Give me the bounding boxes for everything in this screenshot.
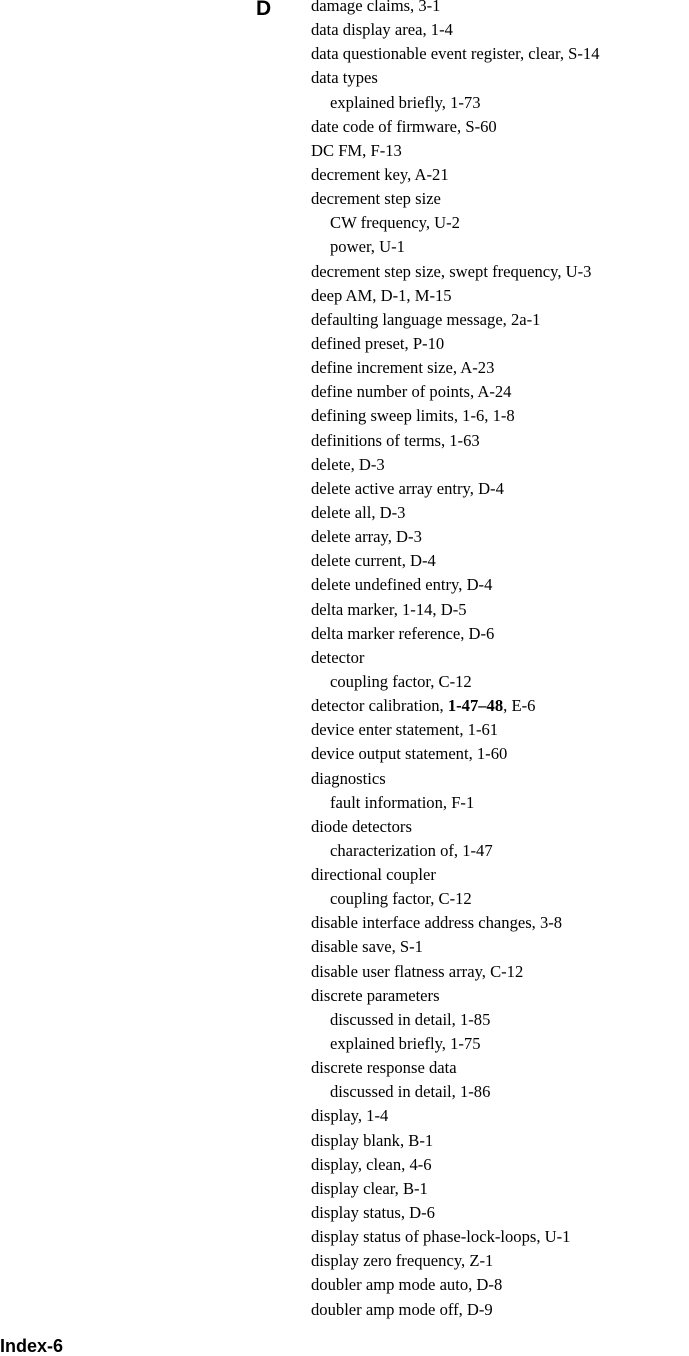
index-entry-segment: discrete response data xyxy=(311,1058,457,1078)
index-entry-segment: data types xyxy=(311,68,378,88)
primary-page-reference: 1-47–48 xyxy=(447,696,504,716)
index-entry-text xyxy=(311,455,385,474)
index-entry-segment: decrement step size xyxy=(311,189,441,209)
index-entry-text xyxy=(311,1106,388,1125)
index-entry-segment: disable interface address changes, 3-8 xyxy=(311,913,563,933)
index-entry-text xyxy=(311,503,405,522)
index-entry-text xyxy=(330,672,472,691)
index-entry-segment: delta marker, 1-14, D-5 xyxy=(311,599,467,619)
index-entry-text xyxy=(330,213,460,232)
index-entry-segment: date code of firmware, S-60 xyxy=(311,116,497,136)
index-entry-segment: coupling factor, C-12 xyxy=(330,889,472,909)
index-entry-segment: display clear, B-1 xyxy=(311,1178,428,1198)
index-entry-segment: delete current, D-4 xyxy=(311,551,436,571)
index-entry-text xyxy=(330,237,405,256)
index-entry-segment: display, 1-4 xyxy=(311,1106,389,1126)
index-entry-text xyxy=(311,406,515,425)
index-entry-text xyxy=(311,286,452,305)
index-entry-segment: delete array, D-3 xyxy=(311,527,422,547)
index-entry-text xyxy=(311,165,449,184)
index-entry-segment: diode detectors xyxy=(311,816,412,836)
index-entry-segment: doubler amp mode off, D-9 xyxy=(311,1299,493,1319)
index-entry-text xyxy=(330,1010,490,1029)
index-entry-segment: defining sweep limits, 1-6, 1-8 xyxy=(311,406,515,426)
index-entry-text xyxy=(311,1203,435,1222)
index-entry-text xyxy=(311,189,441,208)
index-entry-text xyxy=(311,431,480,450)
index-entry-segment: doubler amp mode auto, D-8 xyxy=(311,1275,503,1295)
index-entry-segment: data questionable event register, clear, S-14 xyxy=(311,44,600,64)
index-entry-segment: delete active array entry, D-4 xyxy=(311,478,504,498)
index-entry-text xyxy=(311,1300,493,1319)
index-entry-text xyxy=(330,793,474,812)
index-entry-segment: defaulting language message, 2a-1 xyxy=(311,309,541,329)
index-entry-segment: display blank, B-1 xyxy=(311,1130,434,1150)
index-entry-text xyxy=(311,937,423,956)
index-entry-segment: delete undefined entry, D-4 xyxy=(311,575,493,595)
index-entry-segment: detector xyxy=(311,647,365,667)
index-entry-text xyxy=(311,310,540,329)
index-entry-segment: definitions of terms, 1-63 xyxy=(311,430,480,450)
index-entry-text xyxy=(311,1227,570,1246)
index-entry-segment: DC FM, F-13 xyxy=(311,140,402,160)
index-entry-segment: discussed in detail, 1-85 xyxy=(330,1009,491,1029)
index-entry-segment: discrete parameters xyxy=(311,985,440,1005)
index-entry-text xyxy=(330,841,493,860)
index-entry-text xyxy=(311,962,523,981)
index-entry-text xyxy=(311,479,504,498)
index-entry-segment: explained briefly, 1-73 xyxy=(330,92,481,112)
index-entry-segment: display status, D-6 xyxy=(311,1203,435,1223)
index-entry-text xyxy=(330,889,472,908)
index-entry-text xyxy=(311,44,600,63)
index-entry-text xyxy=(311,696,535,715)
index-entry-segment: deep AM, D-1, M-15 xyxy=(311,285,452,305)
index-entry-text xyxy=(311,913,562,932)
page-footer-label: Index-6 xyxy=(0,1336,64,1356)
index-entry-segment: defined preset, P-10 xyxy=(311,333,445,353)
index-entry-text xyxy=(330,1082,490,1101)
index-entry-segment: CW frequency, U-2 xyxy=(330,213,460,233)
index-entry-segment: explained briefly, 1-75 xyxy=(330,1034,481,1054)
index-entry-text xyxy=(330,1034,481,1053)
index-entry-segment: display, clean, 4-6 xyxy=(311,1154,432,1174)
index-entry-text xyxy=(311,68,378,87)
index-entry-text xyxy=(311,382,511,401)
index-entry-segment: discussed in detail, 1-86 xyxy=(330,1082,491,1102)
index-entry-segment: diagnostics xyxy=(311,768,386,788)
index-entry-text xyxy=(311,1131,433,1150)
index-entry-segment: define number of points, A-24 xyxy=(311,382,512,402)
index-entry-text xyxy=(311,986,440,1005)
index-entry-segment: display zero frequency, Z-1 xyxy=(311,1251,494,1271)
index-entry-segment: delete, D-3 xyxy=(311,454,385,474)
index-entry-text xyxy=(311,1275,502,1294)
index-entry-segment: disable user flatness array, C-12 xyxy=(311,961,524,981)
section-letter: D xyxy=(256,0,272,20)
index-entry-text xyxy=(311,1251,493,1270)
index-entry-segment: define increment size, A-23 xyxy=(311,358,495,378)
index-entry-text xyxy=(311,117,497,136)
index-entry-segment: coupling factor, C-12 xyxy=(330,671,472,691)
index-entry-text xyxy=(311,1058,457,1077)
index-entry-segment: data display area, 1-4 xyxy=(311,20,453,40)
index-entry-text xyxy=(311,334,444,353)
index-entry xyxy=(311,623,689,652)
index-entry-text xyxy=(311,0,440,15)
index-entry-text xyxy=(311,551,436,570)
index-entry-text xyxy=(311,769,386,788)
index-entry-segment: detector calibration, xyxy=(311,696,448,716)
index-entry-segment: disable save, S-1 xyxy=(311,937,423,957)
index-entry-text xyxy=(311,720,498,739)
index-entry-text xyxy=(311,817,412,836)
index-entry-segment: directional coupler xyxy=(311,865,436,885)
index-entry-text xyxy=(311,141,402,160)
index-entry-segment: delta marker reference, D-6 xyxy=(311,623,495,643)
index-entry-text xyxy=(311,1155,432,1174)
index-entry-segment: , E-6 xyxy=(503,696,536,716)
index-entry-segment: device output statement, 1-60 xyxy=(311,744,508,764)
index-entry-text xyxy=(311,575,492,594)
index-entry-segment: decrement key, A-21 xyxy=(311,164,449,184)
index-entry xyxy=(311,1299,689,1328)
index-entry-text xyxy=(330,93,481,112)
index-entry-segment: fault information, F-1 xyxy=(330,792,475,812)
index-entry-segment: characterization of, 1-47 xyxy=(330,840,493,860)
index-entry-segment: power, U-1 xyxy=(330,237,405,257)
index-entry-segment: display status of phase-lock-loops, U-1 xyxy=(311,1227,571,1247)
index-entry-text xyxy=(311,527,422,546)
index-entry-text xyxy=(311,744,507,763)
index-entry-segment: damage claims, 3-1 xyxy=(311,0,441,15)
index-entry-segment: device enter statement, 1-61 xyxy=(311,720,499,740)
index-entry-text xyxy=(311,865,436,884)
index-entry-text xyxy=(311,600,467,619)
index-entry-text xyxy=(311,358,494,377)
index-entry-list xyxy=(311,0,689,1328)
index-entry-text xyxy=(311,262,591,281)
index-entry-text xyxy=(311,1179,428,1198)
index-entry-segment: delete all, D-3 xyxy=(311,502,406,522)
index-entry-text xyxy=(311,648,364,667)
index-entry-text xyxy=(311,624,494,643)
index-entry-text xyxy=(311,20,453,39)
index-entry-segment: decrement step size, swept frequency, U-3 xyxy=(311,261,592,281)
